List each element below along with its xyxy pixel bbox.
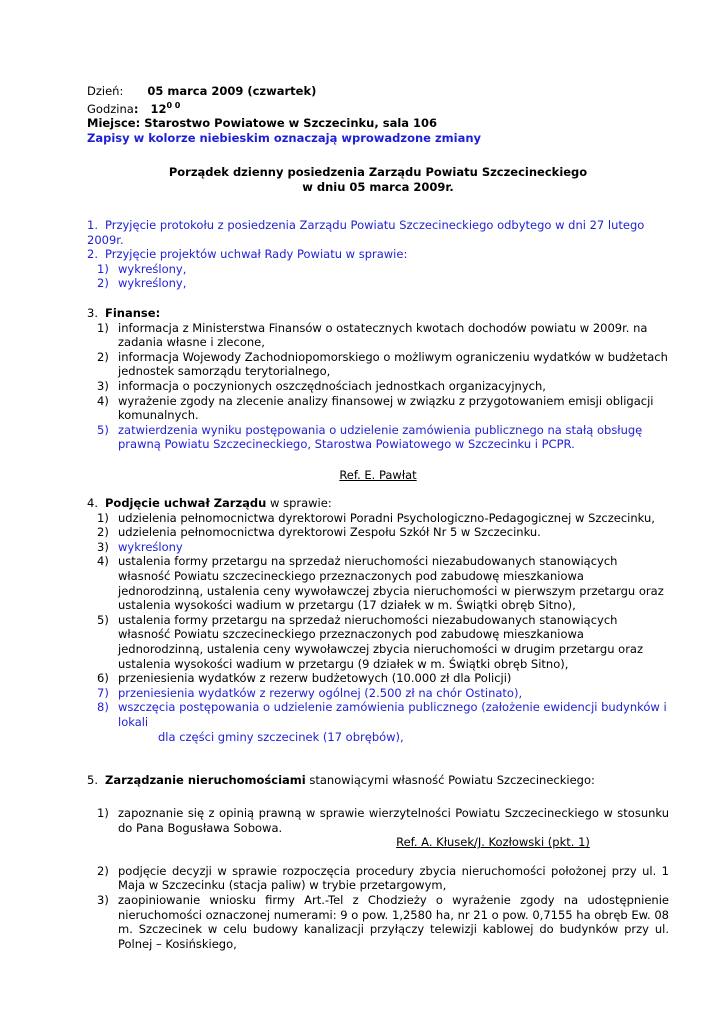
list-item: 1) informacja z Ministerstwa Finansów o ostatecznych kwotach dochodów powiatu w 2009r. na zadania własne i zlecone,	[97, 320, 648, 350]
list-item: 4) ustalenia formy przetargu na sprzedaż nieruchomości niezabudowanych stanowiących własność Powiatu szczecineckiego przeznaczonych pod zabudowę mieszkaniowa jednorodzinną, ustalenia ceny wywoławczej zbycia nieruchomości w pierwszym przetargu oraz ustalenia wysokości wadium w przetargu (17 działek w m. Świątki obręb Sitno),	[97, 554, 664, 613]
list-item: 1) wykreślony,	[97, 261, 187, 276]
agenda-item-1: 1. Przyjęcie protokołu z posiedzenia Zarządu Powiatu Szczecineckiego odbytego w dni 27 lutego 2009r.	[87, 218, 645, 247]
list-item: 3) wykreślony	[97, 539, 183, 554]
agenda-item-4-resolutions: 4. Podjęcie uchwał Zarządu w sprawie: 1) udzielenia pełnomocnictwa dyrektorowi Poradni Psychologiczno-Pedagogicznej w Szczecinku, 2) udzielenia pełnomocnictwa dyrektorowi Zespołu Szkół Nr 5 w Szczecinku. 3) wykreślony 4) ustalenia formy przetargu na sprzedaż nieruchomości niezabudowanych stanowiących własność Powiatu szczecineckiego przeznaczonych pod zabudowę mieszkaniowa jednorodzinną, ustalenia ceny wywoławczej zbycia nieruchomości w pierwszym przetargu oraz ustalenia wysokości wadium w przetargu (17 działek w m. Świątki obręb Sitno), 5) ustalenia formy przetargu na sprzedaż nieruchomości niezabudowanych stanowiących własność Powiatu szczecineckiego przeznaczonych pod zabudowę mieszkaniowa jednorodzinną, ustalenia ceny wywoławczej zbycia nieruchomości w drugim przetargu oraz ustalenia wysokości wadium w przetargu (9 działek w m. Świątki obręb Sitno), 6) przeniesienia wydatków z rezerw budżetowych (10.000 zł dla Policji) 7) przeniesienia wydatków z rezerwy ogólnej (2.500 zł na chór Ostinato), 8) wszczęcia postępowania o udzielenie zamówienia publicznego (założenie ewidencji budynków i lokali dla części gminy szczecinek (17 obrębów),	[87, 496, 669, 744]
agenda-item-5-real-estate: 5. Zarządzanie nieruchomościami stanowiącymi własność Powiatu Szczecineckiego:	[87, 773, 595, 787]
list-item: 3) informacja o poczynionych oszczędnościach jednostkach organizacyjnych,	[97, 378, 546, 393]
list-item: 2) podjęcie decyzji w sprawie rozpoczęcia procedury zbycia nieruchomości położonej przy ul. 1 Maja w Szczecinku (stacja paliw) w trybie przetargowym,	[97, 863, 669, 893]
list-item: 5) zatwierdzenia wyniku postępowania o udzielenie zamówienia publicznego na stałą obsługę prawną Powiatu Szczecineckiego, Starostwa Powiatowego w Szczecinku i PCPR.	[97, 422, 643, 452]
list-item: 2) wykreślony,	[97, 276, 187, 291]
date-value: 05 marca 2009 (czwartek)	[147, 84, 317, 98]
list-item: 2) informacja Wojewody Zachodniopomorskiego o możliwym ograniczeniu wydatków w budżetach jednostek samorządu terytorialnego,	[97, 349, 668, 379]
date-label: Dzień:	[87, 84, 124, 98]
list-item: 6) przeniesienia wydatków z rezerw budżetowych (10.000 zł dla Policji)	[97, 671, 512, 686]
meeting-header	[87, 84, 669, 145]
title-line-2: w dniu 05 marca 2009r.	[302, 179, 454, 194]
title-line-1: Porządek dzienny posiedzenia Zarządu Powiatu Szczecineckiego	[168, 165, 588, 179]
agenda-item-2: 2. Przyjęcie projektów uchwał Rady Powiatu w sprawie: 1) wykreślony, 2) wykreślony,	[87, 247, 669, 291]
agenda-item-3-finance: 3. Finanse: 1) informacja z Ministerstwa Finansów o ostatecznych kwotach dochodów powiatu w 2009r. na zadania własne i zlecone, 2) informacja Wojewody Zachodniopomorskiego o możliwym ograniczeniu wydatków w budżetach jednostek samorządu terytorialnego, 3) informacja o poczynionych oszczędnościach jednostkach organizacyjnych, 4) wyrażenie zgody na zlecenie analizy finansowej w związku z przygotowaniem emisji obligacji komunalnych. 5) zatwierdzenia wyniku postępowania o udzielenie zamówienia publicznego na stałą obsługę prawną Powiatu Szczecineckiego, Starostwa Powiatowego w Szczecinku i PCPR.	[87, 306, 668, 452]
list-item: 8) wszczęcia postępowania o udzielenie zamówienia publicznego (założenie ewidencji budynków i lokali dla części gminy szczecinek (17 obrębów),	[97, 700, 667, 744]
referent-klusek-kozlowski: Ref. A. Kłusek/J. Kozłowski (pkt. 1)	[396, 835, 590, 850]
list-item: 1) zapoznanie się z opinią prawną w sprawie wierzytelności Powiatu Szczecineckiego w stosunku do Pana Bogusława Sobowa.	[97, 806, 669, 835]
list-item: 4) wyrażenie zgody na zlecenie analizy finansowej w związku z przygotowaniem emisji obligacji komunalnych.	[97, 393, 654, 423]
time-label: Godzina	[87, 101, 134, 116]
list-item: 1) udzielenia pełnomocnictwa dyrektorowi Poradni Psychologiczno-Pedagogicznej w Szczecinku,	[97, 510, 655, 525]
time-line: Godzina: $12^{0 0}$	[87, 100, 181, 116]
list-item: 5) ustalenia formy przetargu na sprzedaż nieruchomości niezabudowanych stanowiących własność Powiatu szczecineckiego przeznaczonych pod zabudowę mieszkaniowa jednorodzinną, ustalenia ceny wywoławczej zbycia nieruchomości w drugim przetargu oraz ustalenia wysokości wadium w przetargu (9 działek w m. Świątki obręb Sitno),	[97, 612, 644, 671]
list-item: 7) przeniesienia wydatków z rezerwy ogólnej (2.500 zł na chór Ostinato),	[97, 685, 523, 700]
time-value: 12	[150, 101, 167, 116]
referent-pawlat: Ref. E. Pawłat	[339, 468, 417, 482]
list-item: 2) udzielenia pełnomocnictwa dyrektorowi Zespołu Szkół Nr 5 w Szczecinku.	[97, 525, 541, 540]
place-value: Starostwo Powiatowe w Szczecinku, sala 106	[144, 116, 438, 131]
time-minutes: 0 0	[166, 100, 181, 110]
changes-note: Zapisy w kolorze niebieskim oznaczają wprowadzone zmiany	[87, 130, 482, 145]
agenda-title	[87, 165, 669, 194]
agenda-item-5-list	[87, 806, 669, 951]
date-line	[87, 84, 669, 99]
place-line	[87, 116, 669, 131]
list-item: 3) zaopiniowanie wniosku firmy Art.-Tel z Chodzieży o wyrażenie zgody na udostępnienie nieruchomości oznaczonej numerami: 9 o pow. 1,2580 ha, nr 21 o pow. 0,7155 ha obręb Ew. 08 m. Szczecinek w celu budowy kanalizacji przyłączy telewizji kablowej do budynków przy ul. Polnej – Kosińskiego,	[97, 892, 669, 951]
place-label: Miejsce:	[87, 116, 141, 131]
